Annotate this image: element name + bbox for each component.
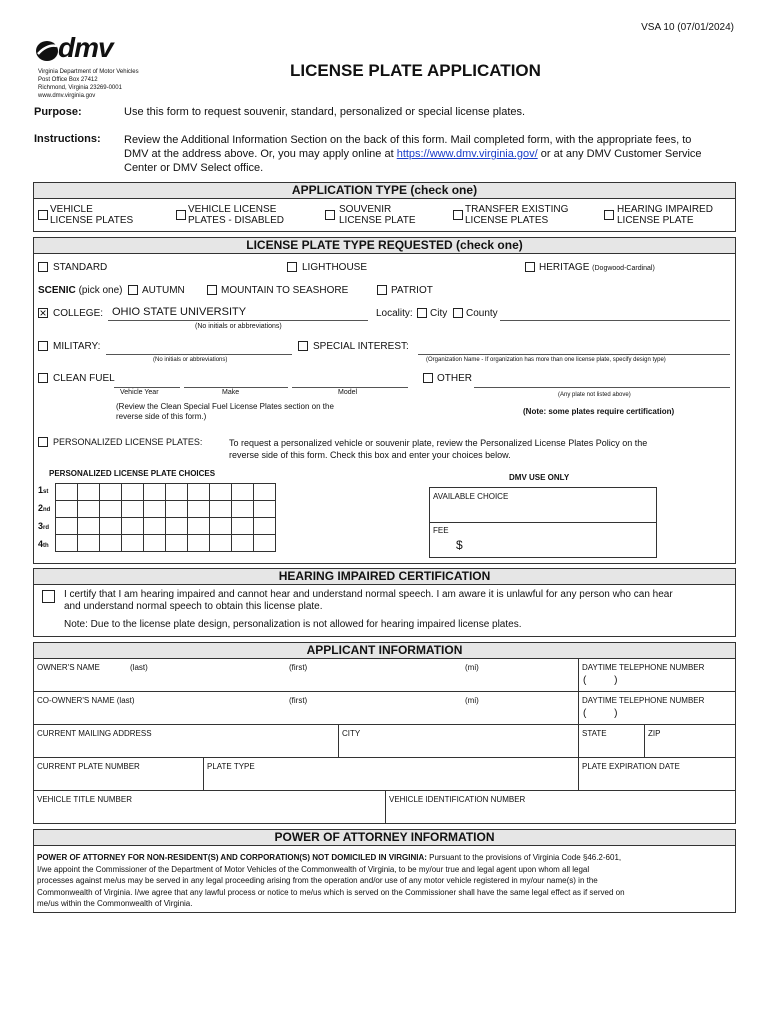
make-label: Make <box>222 389 240 396</box>
dmv-use-only-label: DMV USE ONLY <box>509 473 570 482</box>
locality-label: Locality: <box>376 308 413 319</box>
clean-fuel-note <box>116 402 334 422</box>
heritage-checkbox[interactable] <box>525 262 535 272</box>
hearing-impaired-plate-label <box>617 204 713 226</box>
scenic-label <box>38 285 122 296</box>
other-checkbox[interactable] <box>423 373 433 383</box>
lighthouse-label: LIGHTHOUSE <box>302 262 368 273</box>
military-checkbox[interactable] <box>38 341 48 351</box>
choice-cell[interactable] <box>122 518 144 535</box>
logo-text: dmv <box>58 32 113 63</box>
county-label: County <box>466 308 498 319</box>
choice-cell[interactable] <box>188 518 210 535</box>
instructions-line <box>124 147 744 161</box>
poa-text <box>37 852 732 910</box>
choice-cell[interactable] <box>188 535 210 552</box>
choice-cell[interactable] <box>254 535 276 552</box>
choice-cell[interactable] <box>232 518 254 535</box>
poa-line: processes against me/us may be served in any legal proceeding arising from the operation and/or use of any motor vehicle registered in my/our name(s) in the <box>37 876 598 885</box>
choice-cell[interactable] <box>254 518 276 535</box>
choice-cell[interactable] <box>100 518 122 535</box>
choice-num: 3 <box>38 521 44 531</box>
choice-row <box>56 484 276 501</box>
choice-row <box>56 535 276 552</box>
choice-cell[interactable] <box>254 501 276 518</box>
poa-heading: POWER OF ATTORNEY INFORMATION <box>33 829 736 846</box>
dmv-website-link[interactable]: https://www.dmv.virginia.gov/ <box>396 148 538 160</box>
page-title: LICENSE PLATE APPLICATION <box>290 61 541 80</box>
transfer-plates-checkbox[interactable] <box>453 210 463 220</box>
choice-cell[interactable] <box>188 501 210 518</box>
zip-label: ZIP <box>648 729 661 738</box>
choice-cell[interactable] <box>100 535 122 552</box>
coowner-phone-input[interactable]: ( ) <box>583 708 618 719</box>
city-label: City <box>430 308 448 319</box>
title-number-label: VEHICLE TITLE NUMBER <box>37 795 132 804</box>
certification-note: (Note: some plates require certification) <box>523 407 675 416</box>
hearing-certify-text <box>64 589 729 613</box>
poa-bold-lead: POWER OF ATTORNEY FOR NON-RESIDENT(S) AND CORPORATION(S) NOT DOMICILED IN VIRGINIA: <box>37 853 427 862</box>
model-label: Model <box>338 389 358 396</box>
scenic-note: (pick one) <box>78 285 123 296</box>
college-note: (No initials or abbreviations) <box>195 323 282 330</box>
choice-row <box>56 518 276 535</box>
choice-label-2nd <box>38 503 50 513</box>
vehicle-plates-checkbox[interactable] <box>38 210 48 220</box>
choice-suffix: rd <box>43 525 50 531</box>
agency-line: Richmond, Virginia 23269-0001 <box>38 85 122 91</box>
choice-suffix: nd <box>43 507 51 513</box>
heritage-label <box>539 262 655 273</box>
other-underline <box>474 387 730 388</box>
military-underline <box>106 354 292 355</box>
choice-label-3rd <box>38 521 49 531</box>
hearing-heading: HEARING IMPAIRED CERTIFICATION <box>33 568 736 585</box>
choice-cell[interactable] <box>100 501 122 518</box>
military-label: MILITARY: <box>53 341 101 352</box>
college-checkbox[interactable] <box>38 308 48 318</box>
choice-cell[interactable] <box>254 484 276 501</box>
city-field-label: CITY <box>342 729 361 738</box>
personalized-label: PERSONALIZED LICENSE PLATES: <box>53 437 203 447</box>
plate-expiration-label: PLATE EXPIRATION DATE <box>582 762 680 771</box>
purpose-text: Use this form to request souvenir, standard, personalized or special license plates. <box>124 106 526 118</box>
choice-cell[interactable] <box>232 501 254 518</box>
standard-checkbox[interactable] <box>38 262 48 272</box>
disabled-plates-checkbox[interactable] <box>176 210 186 220</box>
owner-name-label: OWNER'S NAME <box>37 663 100 672</box>
clean-fuel-label: CLEAN FUEL <box>53 373 115 384</box>
choice-cell[interactable] <box>210 535 232 552</box>
choice-cell[interactable] <box>166 535 188 552</box>
option-line: PLATES - DISABLED <box>188 215 284 226</box>
college-underline <box>108 320 368 321</box>
choice-cell[interactable] <box>166 501 188 518</box>
personalized-choices-grid <box>55 483 276 552</box>
plate-type-field-label: PLATE TYPE <box>207 762 255 771</box>
disabled-plates-label <box>188 204 284 226</box>
scenic-text: SCENIC <box>38 285 76 296</box>
clean-fuel-note-line: reverse side of this form.) <box>116 412 207 421</box>
choice-cell[interactable] <box>78 535 100 552</box>
poa-line: Commonwealth of Virginia. I/we agree that any lawful process or notice to me/us which is served on the Commissioner shall have the same legal effect as if served on <box>37 887 625 897</box>
option-line: LICENSE PLATE <box>339 215 416 226</box>
county-checkbox[interactable] <box>453 308 463 318</box>
col-divider <box>338 724 339 757</box>
row-divider <box>33 724 736 725</box>
choice-cell[interactable] <box>166 518 188 535</box>
autumn-label: AUTUMN <box>142 285 185 296</box>
owner-last-label: (last) <box>130 663 148 672</box>
fee-label: FEE <box>433 526 449 535</box>
locality-underline <box>500 320 730 321</box>
dmv-logo <box>34 32 134 66</box>
col-divider <box>644 724 645 757</box>
choice-num: 2 <box>38 503 44 513</box>
vehicle-plates-label <box>50 204 133 226</box>
poa-line: me/us within the Commonwealth of Virginia. <box>37 899 193 908</box>
choice-label-1st <box>38 485 48 495</box>
patriot-checkbox[interactable] <box>377 285 387 295</box>
instructions-text-post: or at any DMV Customer Service <box>537 148 702 160</box>
standard-label: STANDARD <box>53 262 108 273</box>
owner-first-label: (first) <box>289 663 308 672</box>
state-label: STATE <box>582 729 607 738</box>
choice-num: 1 <box>38 485 44 495</box>
choice-cell[interactable] <box>232 535 254 552</box>
option-line: SOUVENIR <box>339 204 392 215</box>
heritage-note: (Dogwood-Cardinal) <box>592 265 655 272</box>
choice-cell[interactable] <box>144 484 166 501</box>
instructions-text-pre: DMV at the address above. Or, you may apply online at <box>124 148 397 160</box>
col-divider <box>578 658 579 757</box>
choice-cell[interactable] <box>56 518 78 535</box>
purpose-label: Purpose: <box>34 106 82 118</box>
poa-line <box>37 852 732 864</box>
model-underline <box>292 387 408 388</box>
choice-cell[interactable] <box>122 535 144 552</box>
available-choice-label: AVAILABLE CHOICE <box>433 492 509 501</box>
plate-number-label: CURRENT PLATE NUMBER <box>37 762 140 771</box>
option-line: VEHICLE LICENSE <box>188 204 277 215</box>
hearing-certify-checkbox[interactable] <box>42 590 55 603</box>
col-divider <box>578 757 579 790</box>
mountain-seashore-checkbox[interactable] <box>207 285 217 295</box>
coowner-mi-label: (mi) <box>465 696 479 705</box>
special-interest-note: (Organization Name - If organization has more than one license plate, specify design type) <box>426 357 666 363</box>
choice-row <box>56 501 276 518</box>
owner-phone-input[interactable]: ( ) <box>583 675 618 686</box>
coowner-first-label: (first) <box>289 696 308 705</box>
poa-line: I/we appoint the Commissioner of the Department of Motor Vehicles of the Commonwealth of Virginia, to be my/our true and legal agent upon whom all legal <box>37 864 590 874</box>
dmv-swoosh-icon <box>34 38 60 64</box>
choice-cell[interactable] <box>144 501 166 518</box>
autumn-checkbox[interactable] <box>128 285 138 295</box>
plate-type-heading: LICENSE PLATE TYPE REQUESTED (check one) <box>33 237 736 254</box>
choices-heading: PERSONALIZED LICENSE PLATE CHOICES <box>49 469 216 478</box>
agency-line: www.dmv.virginia.gov <box>38 93 96 99</box>
coowner-phone-label: DAYTIME TELEPHONE NUMBER <box>582 696 705 705</box>
choice-label-4th <box>38 539 49 549</box>
option-line: HEARING IMPAIRED <box>617 204 713 215</box>
heritage-text: HERITAGE <box>539 262 590 273</box>
military-note: (No initials or abbreviations) <box>153 357 228 363</box>
city-checkbox[interactable] <box>417 308 427 318</box>
vehicle-year-underline <box>114 387 180 388</box>
fee-box <box>429 522 657 558</box>
option-line: VEHICLE <box>50 204 93 215</box>
choice-cell[interactable] <box>210 501 232 518</box>
patriot-label: PATRIOT <box>391 285 433 296</box>
hearing-line: and understand normal speech to obtain this license plate. <box>64 601 323 612</box>
col-divider <box>203 757 204 790</box>
college-label: COLLEGE: <box>53 308 104 319</box>
choice-num: 4 <box>38 539 44 549</box>
souvenir-plate-label <box>339 204 416 226</box>
applicant-heading: APPLICANT INFORMATION <box>33 642 736 659</box>
choice-cell[interactable] <box>122 484 144 501</box>
owner-phone-label: DAYTIME TELEPHONE NUMBER <box>582 663 705 672</box>
personalized-text-line: reverse side of this form. Check this box and enter your choices below. <box>229 450 511 460</box>
vin-label: VEHICLE IDENTIFICATION NUMBER <box>389 795 526 804</box>
clean-fuel-checkbox[interactable] <box>38 373 48 383</box>
owner-mi-label: (mi) <box>465 663 479 672</box>
available-choice-box <box>429 487 657 523</box>
choice-cell[interactable] <box>144 518 166 535</box>
transfer-plates-label <box>465 204 568 226</box>
instructions-line: Review the Additional Information Section on the back of this form. Mail completed form, with the appropriate fees, to <box>124 134 692 146</box>
instructions-text <box>124 133 744 175</box>
application-type-heading: APPLICATION TYPE (check one) <box>33 182 736 199</box>
mountain-seashore-label: MOUNTAIN TO SEASHORE <box>221 285 349 296</box>
hearing-note: Note: Due to the license plate design, personalization is not allowed for hearing impaired license plates. <box>64 619 522 630</box>
clean-fuel-note-line: (Review the Clean Special Fuel License Plates section on the <box>116 402 334 411</box>
souvenir-plate-checkbox[interactable] <box>325 210 335 220</box>
poa-line1-rest: Pursuant to the provisions of Virginia Code §46.2-601, <box>426 853 622 862</box>
hearing-line: I certify that I am hearing impaired and cannot hear and understand normal speech. I am aware it is unlawful for any person who can hear <box>64 589 673 600</box>
choice-cell[interactable] <box>122 501 144 518</box>
choice-cell[interactable] <box>78 484 100 501</box>
coowner-name-label: CO-OWNER'S NAME (last) <box>37 696 135 705</box>
agency-address <box>38 68 139 100</box>
agency-line: Virginia Department of Motor Vehicles <box>38 69 139 75</box>
choice-suffix: st <box>43 489 49 495</box>
instructions-label: Instructions: <box>34 133 101 145</box>
choice-cell[interactable] <box>56 484 78 501</box>
make-underline <box>184 387 288 388</box>
lighthouse-checkbox[interactable] <box>287 262 297 272</box>
row-divider <box>33 691 736 692</box>
option-line: TRANSFER EXISTING <box>465 204 569 215</box>
option-line: LICENSE PLATES <box>50 215 134 226</box>
choice-cell[interactable] <box>56 501 78 518</box>
special-interest-underline <box>418 354 730 355</box>
choice-cell[interactable] <box>166 484 188 501</box>
choice-cell[interactable] <box>188 484 210 501</box>
choice-cell[interactable] <box>78 501 100 518</box>
choice-cell[interactable] <box>78 518 100 535</box>
personalized-text <box>229 437 647 461</box>
option-line: LICENSE PLATE <box>617 215 694 226</box>
hearing-impaired-plate-checkbox[interactable] <box>604 210 614 220</box>
option-line: LICENSE PLATES <box>465 215 549 226</box>
choice-cell[interactable] <box>144 535 166 552</box>
vehicle-year-label: Vehicle Year <box>120 389 159 396</box>
college-input[interactable]: OHIO STATE UNIVERSITY <box>112 306 247 318</box>
fee-dollar-sign: $ <box>456 538 463 552</box>
choice-cell[interactable] <box>100 484 122 501</box>
col-divider <box>385 790 386 824</box>
personalized-text-line: To request a personalized vehicle or souvenir plate, review the Personalized License Plates Policy on the <box>229 438 648 448</box>
other-label: OTHER <box>437 373 472 384</box>
form-id: VSA 10 (07/01/2024) <box>641 22 734 33</box>
personalized-checkbox[interactable] <box>38 437 48 447</box>
mailing-address-label: CURRENT MAILING ADDRESS <box>37 729 152 738</box>
special-interest-label: SPECIAL INTEREST: <box>313 341 409 352</box>
choice-cell[interactable] <box>210 484 232 501</box>
choice-cell[interactable] <box>232 484 254 501</box>
row-divider <box>33 757 736 758</box>
special-interest-checkbox[interactable] <box>298 341 308 351</box>
choice-cell[interactable] <box>56 535 78 552</box>
instructions-line: Center or DMV Select office. <box>124 162 264 174</box>
choice-suffix: th <box>43 543 49 549</box>
agency-line: Post Office Box 27412 <box>38 77 98 83</box>
other-note: (Any plate not listed above) <box>558 392 631 398</box>
choice-cell[interactable] <box>210 518 232 535</box>
